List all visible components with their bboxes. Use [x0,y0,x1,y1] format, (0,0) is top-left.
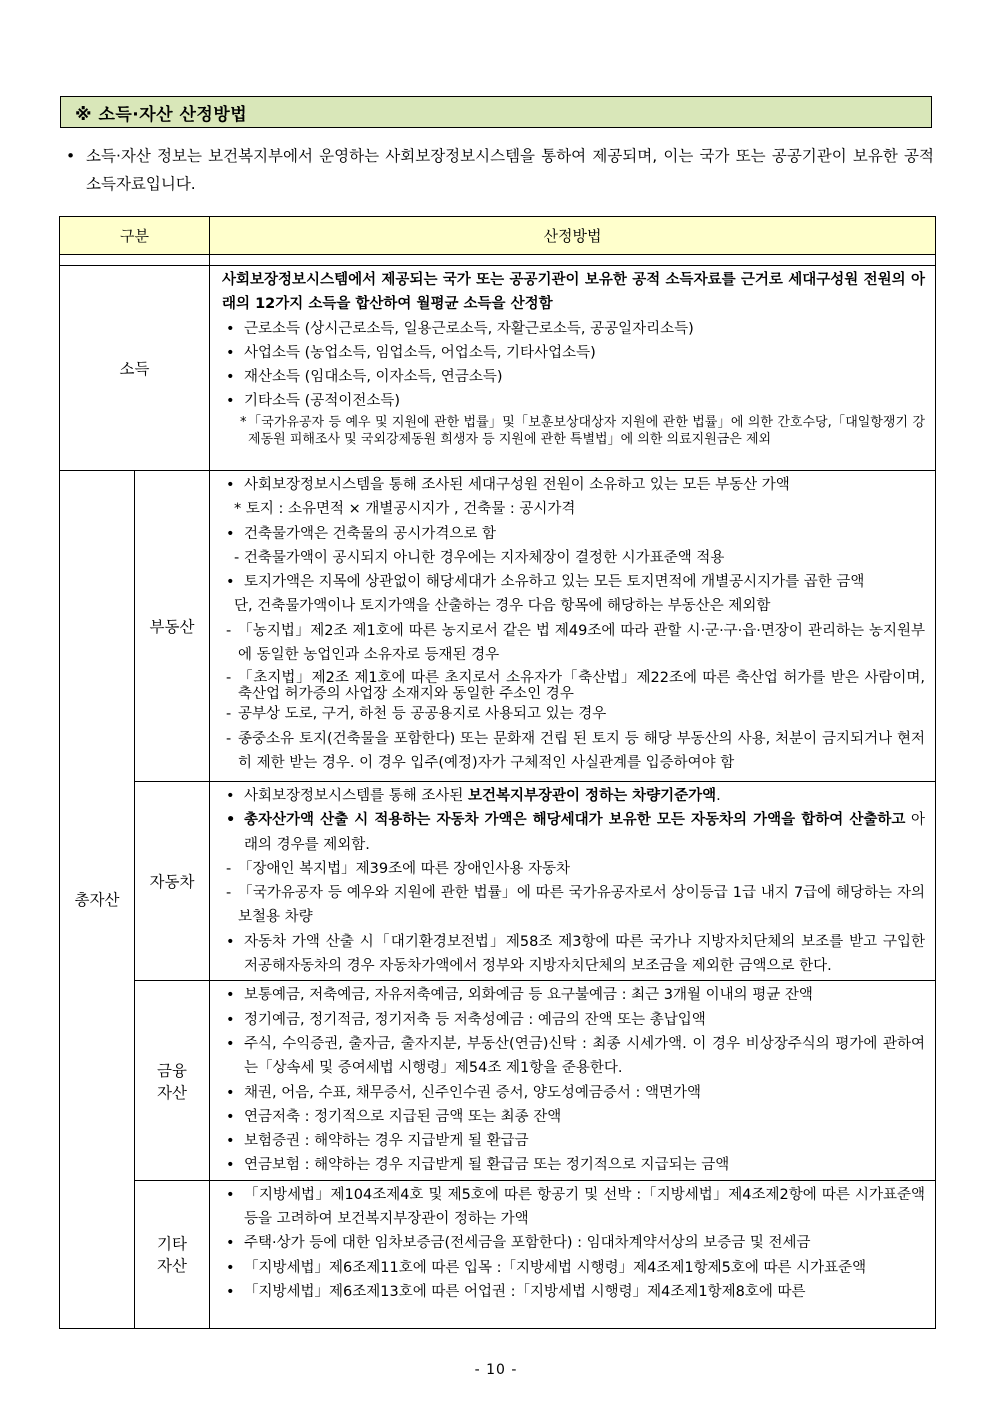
other-assets-label: 기타 자산 [135,1180,210,1328]
other-assets-item: • 「지방세법」제6조제13호에 따른 어업권 :「지방세법 시행령」제4조제1항제8호에 따른 [226,1283,806,1300]
table-spacer-row [60,255,936,266]
other-assets-content [210,1180,936,1328]
real-estate-row [60,471,936,782]
finance-item: • 보험증권 : 해약하는 경우 지급받게 될 환급금 [226,1133,529,1150]
car-exclusion: - 「장애인 복지법」제39조에 따른 장애인사용 자동차 [226,860,571,877]
finance-item: • 정기예금, 정기적금, 정기저축 등 저축성예금 : 예금의 잔액 또는 총납입액 [226,1011,706,1028]
real-estate-exclusion: - 「농지법」제2조 제1호에 따른 농지로서 같은 법 제49조에 따라 관할 시·군·구·읍·면장이 관리하는 농지원부에 동일한 농업인과 소유자로 등재된 경우 [226,622,926,664]
header-method: 산정방법 [210,217,936,255]
bullet: • [66,147,76,165]
section-title: ※ 소득·자산 산정방법 [60,96,932,128]
intro-paragraph [66,142,934,198]
car-exclusion: - 「국가유공자 등 예우와 지원에 관한 법률」에 따른 국가유공자로서 상이등급 1급 내지 7급에 해당하는 자의 보철용 차량 [226,885,926,926]
car-item: • 자동차 가액 산출 시「대기환경보전법」제58조 제3항에 따른 국가나 지방자치단체의 보조를 받고 구입한 저공해자동차의 경우 자동차가액에서 정부와 지방자치단체의 보조금을 제외한 금액으로 한다. [226,933,926,975]
other-assets-row [60,1180,936,1328]
real-estate-exclusion: - 「초지법」제2조 제1호에 따른 초지로서 소유자가「축산법」제22조에 따른 축산업 허가를 받은 사람이며, 축산업 허가증의 사업장 소재지와 동일한 주소인 경우 [226,670,926,703]
other-assets-item: • 「지방세법」제6조제11호에 따른 입목 :「지방세법 시행령」제4조제1항제5호에 따른 시가표준액 [226,1259,867,1276]
income-row [60,266,936,471]
car-item: • 사회보장정보시스템를 통해 조사된 보건복지부장관이 정하는 차량기준가액. [226,788,721,804]
real-estate-note: * 토지 : 소유면적 × 개별공시지가 , 건축물 : 공시가격 [234,501,576,518]
income-content [210,266,936,471]
finance-row [60,981,936,1180]
car-content [210,782,936,981]
real-estate-content [210,471,936,782]
intro-text: 소득·자산 정보는 보건복지부에서 운영하는 사회보장정보시스템을 통하여 제공되며, 이는 국가 또는 공공기관이 보유한 공적 소득자료입니다. [86,147,934,193]
other-assets-item: • 주택·상가 등에 대한 임차보증금(전세금을 포함한다) : 임대차계약서상의 보증금 및 전세금 [226,1235,811,1252]
real-estate-exclusion: - 종중소유 토지(건축물을 포함한다) 또는 문화재 건립 된 토지 등 해당 부동산의 사용, 처분이 금지되거나 현저히 제한 받는 경우. 이 경우 입주(예정)자가 구체적인 사실관계를 입증하여야 함 [226,730,926,771]
car-label: 자동차 [135,782,210,981]
calculation-table [59,216,936,1329]
income-item: • 근로소득 (상시근로소득, 일용근로소득, 자활근로소득, 공공일자리소득) [226,320,694,337]
real-estate-item: • 토지가액은 지목에 상관없이 해당세대가 소유하고 있는 모든 토지면적에 개별공시지가를 곱한 금액 [226,574,865,591]
car-item: • 총자산가액 산출 시 적용하는 자동차 가액은 해당세대가 보유한 모든 자동차의 가액을 합하여 산출하고 아래의 경우를 제외함. [226,812,926,853]
real-estate-subitem: - 건축물가액이 공시되지 아니한 경우에는 지자체장이 결정한 시가표준액 적용 [234,549,725,566]
finance-label: 금융 자산 [135,981,210,1180]
income-item: • 재산소득 (임대소득, 이자소득, 연금소득) [226,369,503,386]
finance-item: • 연금저축 : 정기적으로 지급된 금액 또는 최종 잔액 [226,1108,562,1125]
page-number: - 10 - [474,1362,518,1378]
finance-item: • 보통예금, 저축예금, 자유저축예금, 외화예금 등 요구불예금 : 최근 3개월 이내의 평균 잔액 [226,987,813,1004]
income-item: • 기타소득 (공적이전소득) [226,393,401,410]
other-assets-item: • 「지방세법」제104조제4호 및 제5호에 따른 항공기 및 선박 :「지방세법」제4조제2항에 따른 시가표준액 등을 고려하여 보건복지부장관이 정하는 가액 [226,1186,926,1228]
real-estate-label: 부동산 [135,471,210,782]
car-row [60,782,936,981]
finance-item: • 주식, 수익증권, 출자금, 출자지분, 부동산(연금)신탁 : 최종 시세가액. 이 경우 비상장주식의 평가에 관하여는「상속세 및 증여세법 시행령」제54조 제1항을 준용한다. [226,1035,926,1077]
finance-item: • 연금보험 : 해약하는 경우 지급받게 될 환급금 또는 정기적으로 지급되는 금액 [226,1157,730,1174]
real-estate-item-cont: 단, 건축물가액이나 토지가액을 산출하는 경우 다음 항목에 해당하는 부동산은 제외함 [234,598,771,615]
finance-content [210,981,936,1180]
real-estate-exclusion: - 공부상 도로, 구거, 하천 등 공공용지로 사용되고 있는 경우 [226,706,607,723]
header-category: 구분 [60,217,210,255]
finance-item: • 채권, 어음, 수표, 채무증서, 신주인수권 증서, 양도성예금증서 : 액면가액 [226,1084,702,1101]
real-estate-item: • 건축물가액은 건축물의 공시가격으로 함 [226,525,496,542]
income-note: * 「국가유공자 등 예우 및 지원에 관한 법률」및「보훈보상대상자 지원에 관한 법률」에 의한 간호수당,「대일항쟁기 강제동원 피해조사 및 국외강제동원 희생자 등 지원에 관한 특별법」에 의한 의료지원금은 제외 [240,414,926,447]
income-item: • 사업소득 (농업소득, 임업소득, 어업소득, 기타사업소득) [226,344,596,361]
table-header-row [60,217,936,255]
income-label: 소득 [60,266,210,471]
total-assets-label: 총자산 [60,471,135,1329]
real-estate-item: • 사회보장정보시스템을 통해 조사된 세대구성원 전원이 소유하고 있는 모든 부동산 가액 [226,477,790,493]
income-lead: 사회보장정보시스템에서 제공되는 국가 또는 공공기관이 보유한 공적 소득자료를 근거로 세대구성원 전원의 아래의 12가지 소득을 합산하여 월평균 소득을 산정함 [222,272,926,313]
